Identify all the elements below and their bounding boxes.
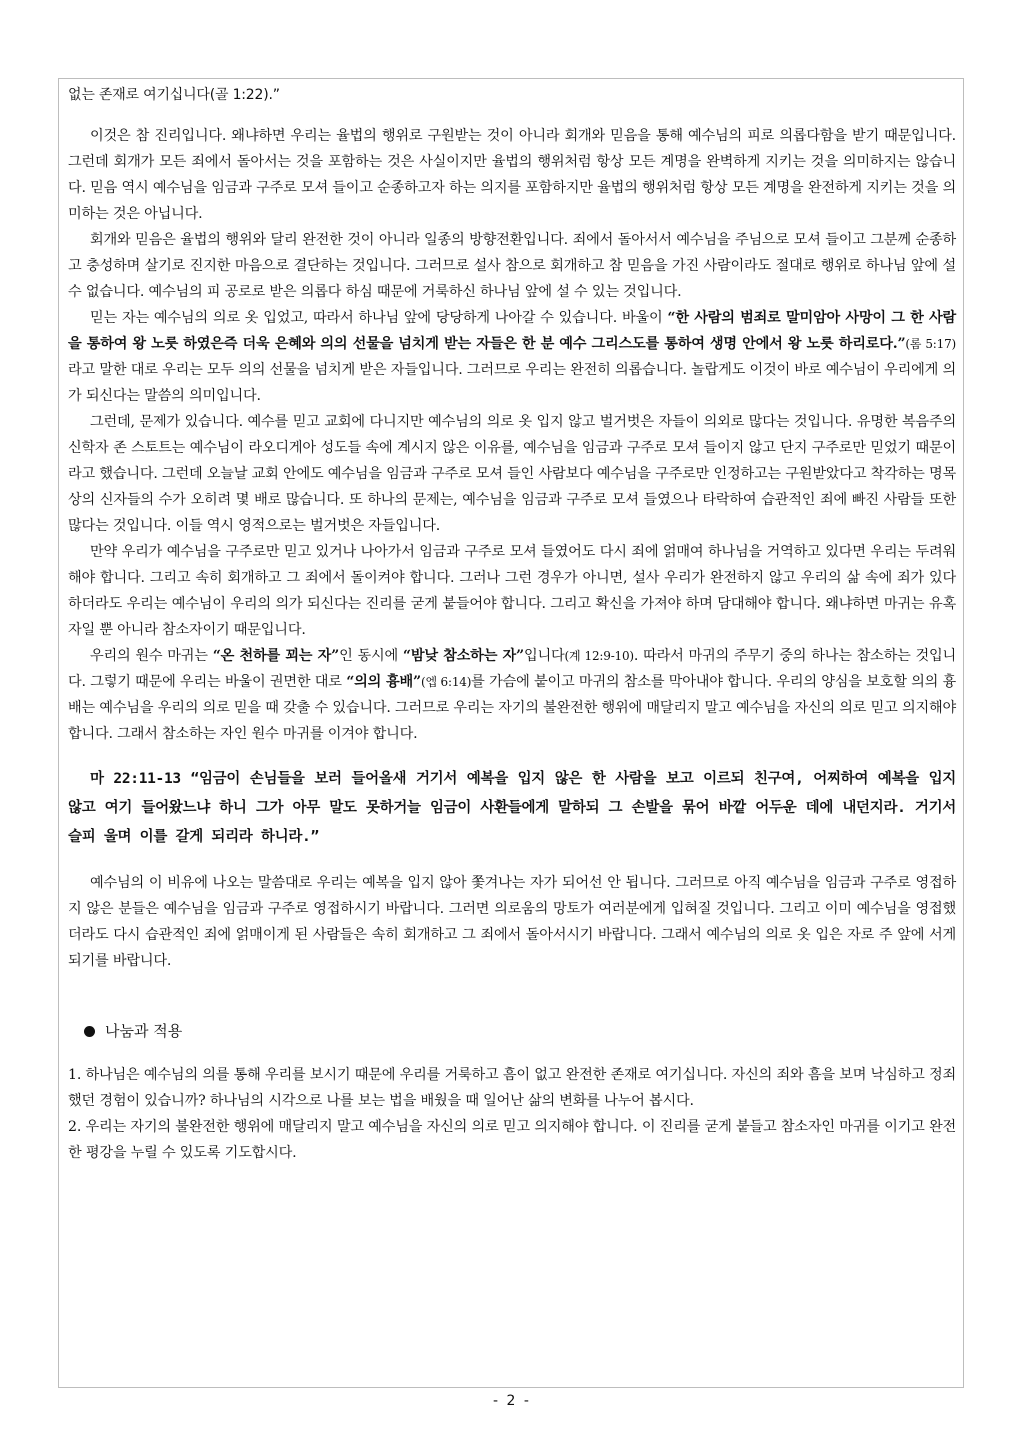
romans-reference: (롬 5:17)	[905, 337, 956, 351]
question-1: 1. 하나님은 예수님의 의를 통해 우리를 보시기 때문에 우리를 거룩하고 흠이 없고 완전한 존재로 여기십니다. 자신의 죄와 흠을 보며 낙심하고 정죄했던 경험이 있습니까? 하나님의 시각으로 나를 보는 법을 배웠을 때 일어난 삶의 변화를 나누어 봅시다.	[68, 1067, 956, 1109]
paragraph-2: 회개와 믿음은 율법의 행위와 달리 완전한 것이 아니라 일종의 방향전환입니다. 죄에서 돌아서서 예수님을 주님으로 모셔 들이고 그분께 순종하고 충성하며 살기로 진지한 마음으로 결단하는 것입니다. 그러므로 설사 참으로 회개하고 참 믿음을 가진 사람이라도 절대로 행위로 하나님 앞에 설 수 없습니다. 예수님의 피 공로로 받은 의롭다 하심 때문에 거룩하신 하나님 앞에 설 수 있는 것입니다.	[68, 232, 956, 300]
quote-breastplate: “의의 흉배”	[346, 674, 421, 690]
section-title: 나눔과 적용	[105, 1022, 183, 1040]
revelation-reference: (계 12:9-10)	[564, 649, 634, 663]
paragraph-6	[68, 643, 956, 747]
page-number: - 2 -	[493, 1393, 531, 1409]
question-2: 2. 우리는 자기의 불완전한 행위에 매달리지 말고 예수님을 자신의 의로 믿고 의지해야 합니다. 이 진리를 굳게 붙들고 참소자인 마귀를 이기고 완전한 평강을 누릴 수 있도록 기도합시다.	[68, 1119, 956, 1161]
ephesians-reference: (엡 6:14)	[420, 675, 472, 689]
paragraph-6-text-c: 입니다	[523, 648, 565, 664]
quote-deceiver: “온 천하를 꾀는 자”	[212, 648, 340, 664]
paragraph-3	[68, 305, 956, 409]
paragraph-4: 그런데, 문제가 있습니다. 예수를 믿고 교회에 다니지만 예수님의 의로 옷 입지 않고 벌거벗은 자들이 의외로 많다는 것입니다. 유명한 복음주의 신학자 존 스토트는 예수님이 라오디게아 성도들 속에 계시지 않은 이유를, 예수님을 임금과 구주로 모셔 들이지 않고 단지 구주로만 믿었기 때문이라고 했습니다. 그런데 오늘날 교회 안에도 예수님을 임금과 구주로 모셔 들인 사람보다 예수님을 구주로만 인정하고는 구원받았다고 착각하는 명목상의 신자들의 수가 오히려 몇 배로 많습니다. 또 하나의 문제는, 예수님을 임금과 구주로 모셔 들였으나 타락하여 습관적인 죄에 빠진 사람들 또한 많다는 것입니다. 이들 역시 영적으로는 벌거벗은 자들입니다.	[68, 414, 956, 534]
paragraph-7: 예수님의 이 비유에 나오는 말씀대로 우리는 예복을 입지 않아 쫓겨나는 자가 되어선 안 됩니다. 그러므로 아직 예수님을 임금과 구주로 영접하지 않은 분들은 예수님을 임금과 구주로 영접하시기 바랍니다. 그러면 의로움의 망토가 여러분에게 입혀질 것입니다. 그리고 이미 예수님을 영접했더라도 다시 습관적인 죄에 얽매이게 된 사람들은 속히 회개하고 그 죄에서 돌아서시기 바랍니다. 그래서 예수님의 의로 옷 입은 자로 주 앞에 서게 되기를 바랍니다.	[68, 875, 956, 969]
paragraph-6-text-d: . 따라서 마귀의 주무기 중의 하나는 참소하는 것입니다. 그렇기 때문에 우리는 바울이 권면한 대로	[68, 648, 957, 690]
paragraph-1: 이것은 참 진리입니다. 왜냐하면 우리는 율법의 행위로 구원받는 것이 아니라 회개와 믿음을 통해 예수님의 피로 의롭다함을 받기 때문입니다. 그런데 회개가 모든 죄에서 돌아서는 것을 포함하는 것은 사실이지만 율법의 행위처럼 항상 모든 계명을 완벽하게 지키는 것을 의미하지는 않습니다. 믿음 역시 예수님을 임금과 구주로 모셔 들이고 순종하고자 하는 의지를 포함하지만 율법의 행위처럼 항상 모든 계명을 완전하게 지키는 것을 의미하는 것은 아닙니다.	[68, 128, 956, 222]
romans-quote: “한 사람의 범죄로 말미암아 사망이 그 한 사람을 통하여 왕 노릇 하였은즉 더욱 은혜와 의의 선물을 넘치게 받는 자들은 한 분 예수 그리스도를 통하여 생명 안에서 왕 노릇 하리로다.”	[68, 310, 956, 352]
quote-accuser: “밤낮 참소하는 자”	[402, 648, 524, 664]
paragraph-5: 만약 우리가 예수님을 구주로만 믿고 있거나 나아가서 임금과 구주로 모셔 들였어도 다시 죄에 얽매여 하나님을 거역하고 있다면 우리는 두려워해야 합니다. 그리고 속히 회개하고 그 죄에서 돌이켜야 합니다. 그러나 그런 경우가 아니면, 설사 우리가 완전하지 않고 우리의 삶 속에 죄가 있다 하더라도 우리는 예수님이 우리의 의가 되신다는 진리를 굳게 붙들어야 합니다. 그리고 확신을 가져야 하며 담대해야 합니다. 왜냐하면 마귀는 유혹자일 뿐 아니라 참소자이기 때문입니다.	[68, 544, 956, 638]
scripture-matthew-22: 마 22:11-13 “임금이 손님들을 보러 들어올새 거기서 예복을 입지 않은 한 사람을 보고 이르되 친구여, 어찌하여 예복을 입지 않고 여기 들어왔느냐 하니 그가 아무 말도 못하거늘 임금이 사환들에게 말하되 그 손발을 묶어 바깥 어두운 데에 내던지라. 거기서 슬피 울며 이를 갈게 되리라 하니라.”	[68, 771, 956, 845]
section-heading	[84, 1018, 956, 1044]
paragraph-6-text-e: 를 가슴에 붙이고 마귀의 참소를 막아내야 합니다. 우리의 양심을 보호할 의의 흉배는 예수님을 우리의 의로 믿을 때 갖출 수 있습니다. 그러므로 우리는 자기의 불완전한 행위에 매달리지 말고 예수님을 자신의 의로 믿고 의지해야 합니다. 그래서 참소하는 자인 원수 마귀를 이겨야 합니다.	[68, 674, 957, 742]
continuation-line: 없는 존재로 여기십니다(골 1:22).”	[68, 87, 280, 103]
paragraph-3-text-b: 라고 말한 대로 우리는 모두 의의 선물을 넘치게 받은 자들입니다. 그러므로 우리는 완전히 의롭습니다. 놀랍게도 이것이 바로 예수님이 우리에게 의가 되신다는 말씀의 의미입니다.	[68, 362, 956, 404]
paragraph-6-text-b: 인 동시에	[339, 648, 403, 664]
bullet-icon	[84, 1026, 95, 1037]
paragraph-6-text-a: 우리의 원수 마귀는	[90, 648, 213, 664]
document-body	[68, 82, 956, 1166]
paragraph-3-text-a: 믿는 자는 예수님의 의로 옷 입었고, 따라서 하나님 앞에 당당하게 나아갈 수 있습니다. 바울이	[90, 310, 668, 326]
